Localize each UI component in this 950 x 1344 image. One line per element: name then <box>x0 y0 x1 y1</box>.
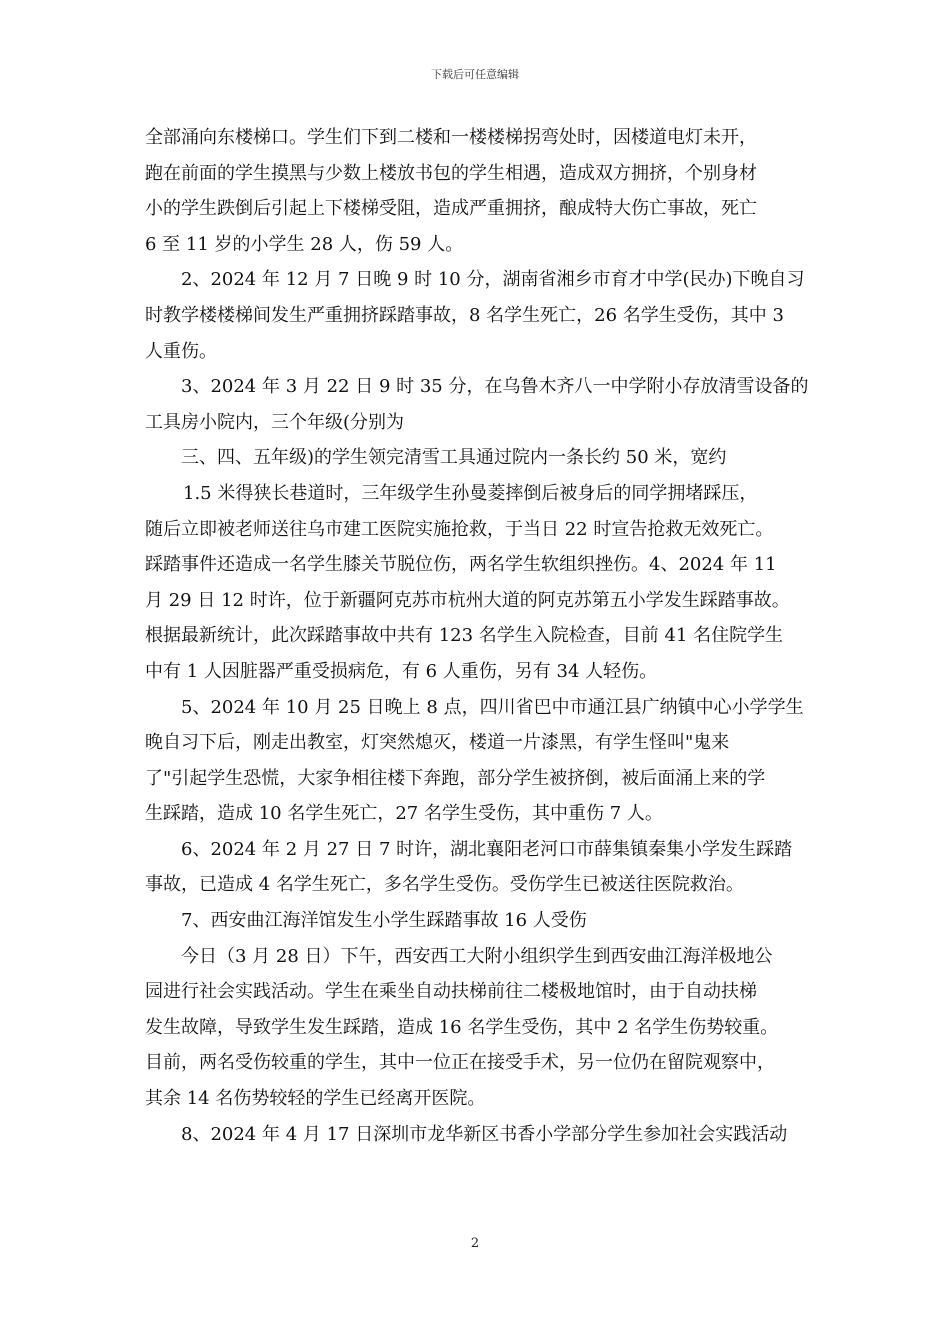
text-line: 目前，两名受伤较重的学生，其中一位正在接受手术，另一位仍在留院观察中， <box>145 1052 775 1074</box>
text-line: 时教学楼楼梯间发生严重拥挤踩踏事故，8 名学生死亡，26 名学生受伤，其中 3 <box>145 304 784 326</box>
text-line: 园进行社会实践活动。学生在乘坐自动扶梯前往二楼极地馆时，由于自动扶梯 <box>145 981 757 1003</box>
text-line: 6 至 11 岁的小学生 28 人，伤 59 人。 <box>145 233 464 255</box>
text-line: 中有 1 人因脏器严重受损病危，有 6 人重伤，另有 34 人轻伤。 <box>145 660 658 682</box>
text-line: 2、2024 年 12 月 7 日晚 9 时 10 分，湖南省湘乡市育才中学(民办)下晚自习 <box>181 269 805 291</box>
text-line: 小的学生跌倒后引起上下楼梯受阻，造成严重拥挤，酿成特大伤亡事故，死亡 <box>145 198 757 220</box>
text-line: 1.5 米得狭长巷道时，三年级学生孙曼菱摔倒后被身后的同学拥堵踩压， <box>183 482 758 504</box>
text-line: 全部涌向东楼梯口。学生们下到二楼和一楼楼梯拐弯处时，因楼道电灯未开， <box>145 127 757 148</box>
text-line: 生踩踏，造成 10 名学生死亡，27 名学生受伤，其中重伤 7 人。 <box>145 803 663 825</box>
text-line: 发生故障，导致学生发生踩踏，造成 16 名学生受伤，其中 2 名学生伤势较重。 <box>145 1016 779 1038</box>
page-header: 下载后可任意编辑 <box>431 68 519 81</box>
text-line: 晚自习下后，刚走出教室，灯突然熄灭，楼道一片漆黑，有学生怪叫"鬼来 <box>145 732 730 754</box>
text-line: 踩踏事件还造成一名学生膝关节脱位伤，两名学生软组织挫伤。4、2024 年 11 <box>145 554 777 576</box>
text-line: 今日（3 月 28 日）下午，西安西工大附小组织学生到西安曲江海洋极地公 <box>181 945 773 967</box>
text-line: 5、2024 年 10 月 25 日晚上 8 点，四川省巴中市通江县广纳镇中心小学学生 <box>181 696 804 718</box>
text-line: 3、2024 年 3 月 22 日 9 时 35 分，在乌鲁木齐八一中学附小存放清雪设备的 <box>181 376 809 398</box>
text-line: 人重伤。 <box>145 340 217 362</box>
text-line: 7、西安曲江海洋馆发生小学生踩踏事故 16 人受伤 <box>181 910 587 932</box>
text-line: 工具房小院内，三个年级(分别为 <box>145 411 405 433</box>
text-line: 月 29 日 12 时许，位于新疆阿克苏市杭州大道的阿克苏第五小学发生踩踏事故。 <box>145 589 790 611</box>
document-body <box>145 120 815 1152</box>
text-line: 了"引起学生恐慌，大家争相往楼下奔跑，部分学生被挤倒，被后面涌上来的学 <box>145 767 766 789</box>
text-line: 6、2024 年 2 月 27 日 7 时许，湖北襄阳老河口市薛集镇秦集小学发生踩踏 <box>181 838 793 860</box>
text-line: 跑在前面的学生摸黑与少数上楼放书包的学生相遇，造成双方拥挤，个别身材 <box>145 162 757 184</box>
text-line: 8、2024 年 4 月 17 日深圳市龙华新区书香小学部分学生参加社会实践活动 <box>181 1123 788 1145</box>
text-line: 三、四、五年级)的学生领完清雪工具通过院内一条长约 50 米，宽约 <box>181 447 727 469</box>
text-line: 事故，已造成 4 名学生死亡，多名学生受伤。受伤学生已被送往医院救治。 <box>145 874 744 896</box>
text-line: 根据最新统计，此次踩踏事故中共有 123 名学生入院检查，目前 41 名住院学生 <box>145 625 784 647</box>
text-line: 随后立即被老师送往乌市建工医院实施抢救，于当日 22 时宣告抢救无效死亡。 <box>145 518 774 540</box>
page-number: 2 <box>470 1236 480 1251</box>
text-line: 其余 14 名伤势较轻的学生已经离开医院。 <box>145 1088 486 1110</box>
